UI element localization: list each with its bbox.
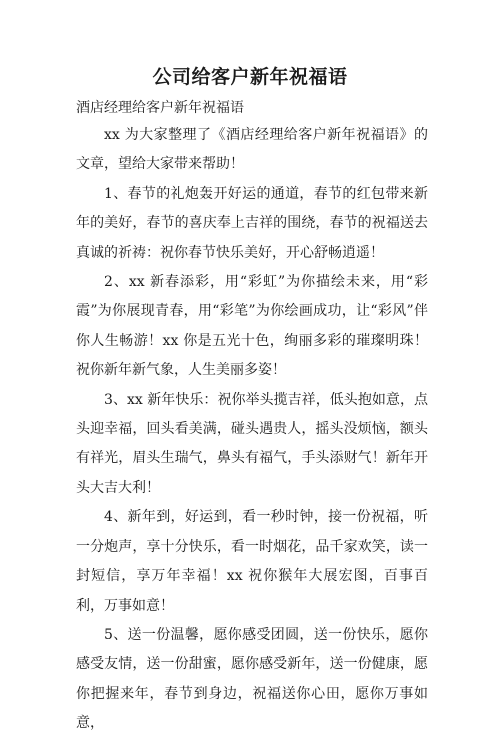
- paragraph-2: 2、xx 新春添彩，用“彩虹”为你描绘未来，用“彩霞”为你展现青春，用“彩笔”为你绘画成功，让“彩风”伴你人生畅游！xx 你是五光十色，绚丽多彩的璀璨明珠！祝你新年新气象，人生美丽多姿！: [76, 274, 428, 379]
- paragraph-5: 5、送一份温馨，愿你感受团圆，送一份快乐，愿你感受友情，送一份甜蜜，愿你感受新年，送一份健康，愿你把握来年，春节到身边，祝福送你心田，愿你万事如意，: [76, 626, 428, 732]
- paragraph-intro: xx 为大家整理了《酒店经理给客户新年祝福语》的文章，望给大家带来帮助！: [76, 127, 428, 173]
- paragraph-3: 3、xx 新年快乐：祝你举头揽吉祥，低头抱如意，点头迎幸福，回头看美满，碰头遇贵人，摇头没烦恼，额头有祥光，眉头生瑞气，鼻头有福气，手头添财气！新年开头大吉大利！: [76, 391, 428, 496]
- document-subtitle: 酒店经理给客户新年祝福语: [76, 100, 244, 116]
- document-body: [76, 121, 428, 739]
- paragraph-4: 4、新年到，好运到，看一秒时钟，接一份祝福，听一分炮声，享十分快乐，看一时烟花，品千家欢笑，读一封短信，享万年幸福！xx 祝你猴年大展宏图，百事百利，万事如意！: [76, 509, 428, 614]
- document-title: 公司给客户新年祝福语: [152, 66, 348, 88]
- paragraph-1: 1、春节的礼炮轰开好运的通道，春节的红包带来新年的美好，春节的喜庆奉上吉祥的围绕，春节的祝福送去真诚的祈祷：祝你春节快乐美好，开心舒畅逍遥！: [76, 185, 428, 261]
